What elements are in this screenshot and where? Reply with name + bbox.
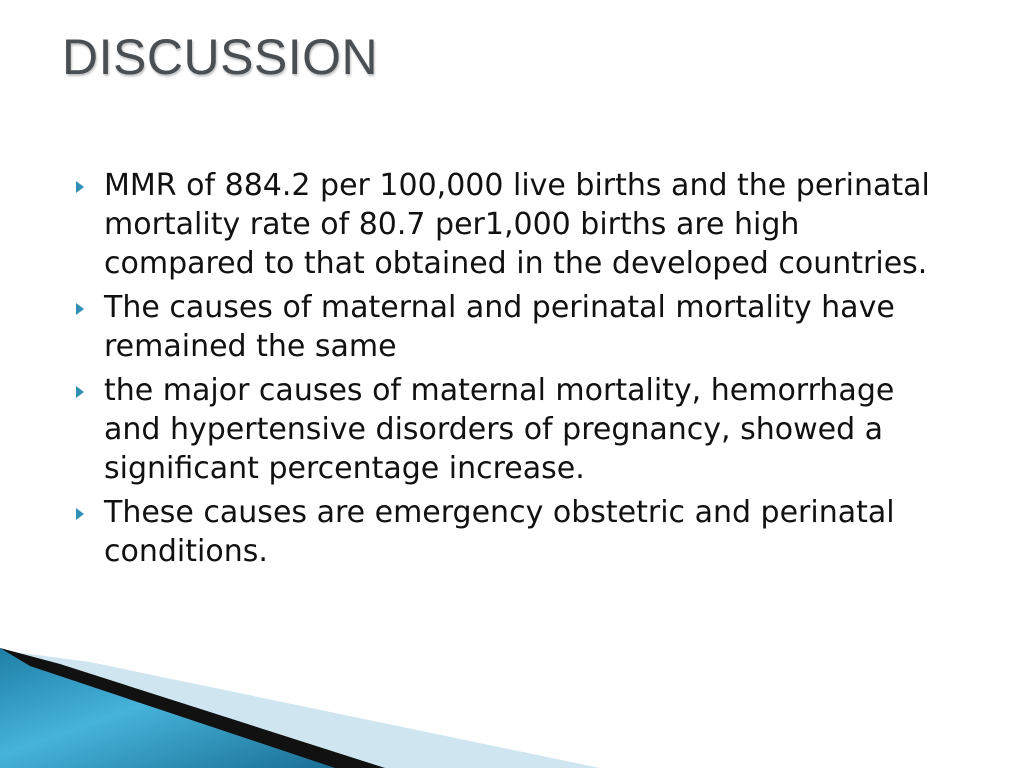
bullet-text: These causes are emergency obstetric and perinatal conditions. [104, 495, 895, 569]
bullet-text: the major causes of maternal mortality, hemorrhage and hypertensive disorders of pregnancy, showed a significant percentage increase. [104, 373, 895, 486]
slide-title: DISCUSSION [62, 29, 379, 85]
bullet-text: The causes of maternal and perinatal mortality have remained the same [104, 290, 895, 364]
bullet-text: MMR of 884.2 per 100,000 live births and the perinatal mortality rate of 80.7 per1,000 births are high compared to that obtained in the developed countries. [104, 168, 930, 281]
